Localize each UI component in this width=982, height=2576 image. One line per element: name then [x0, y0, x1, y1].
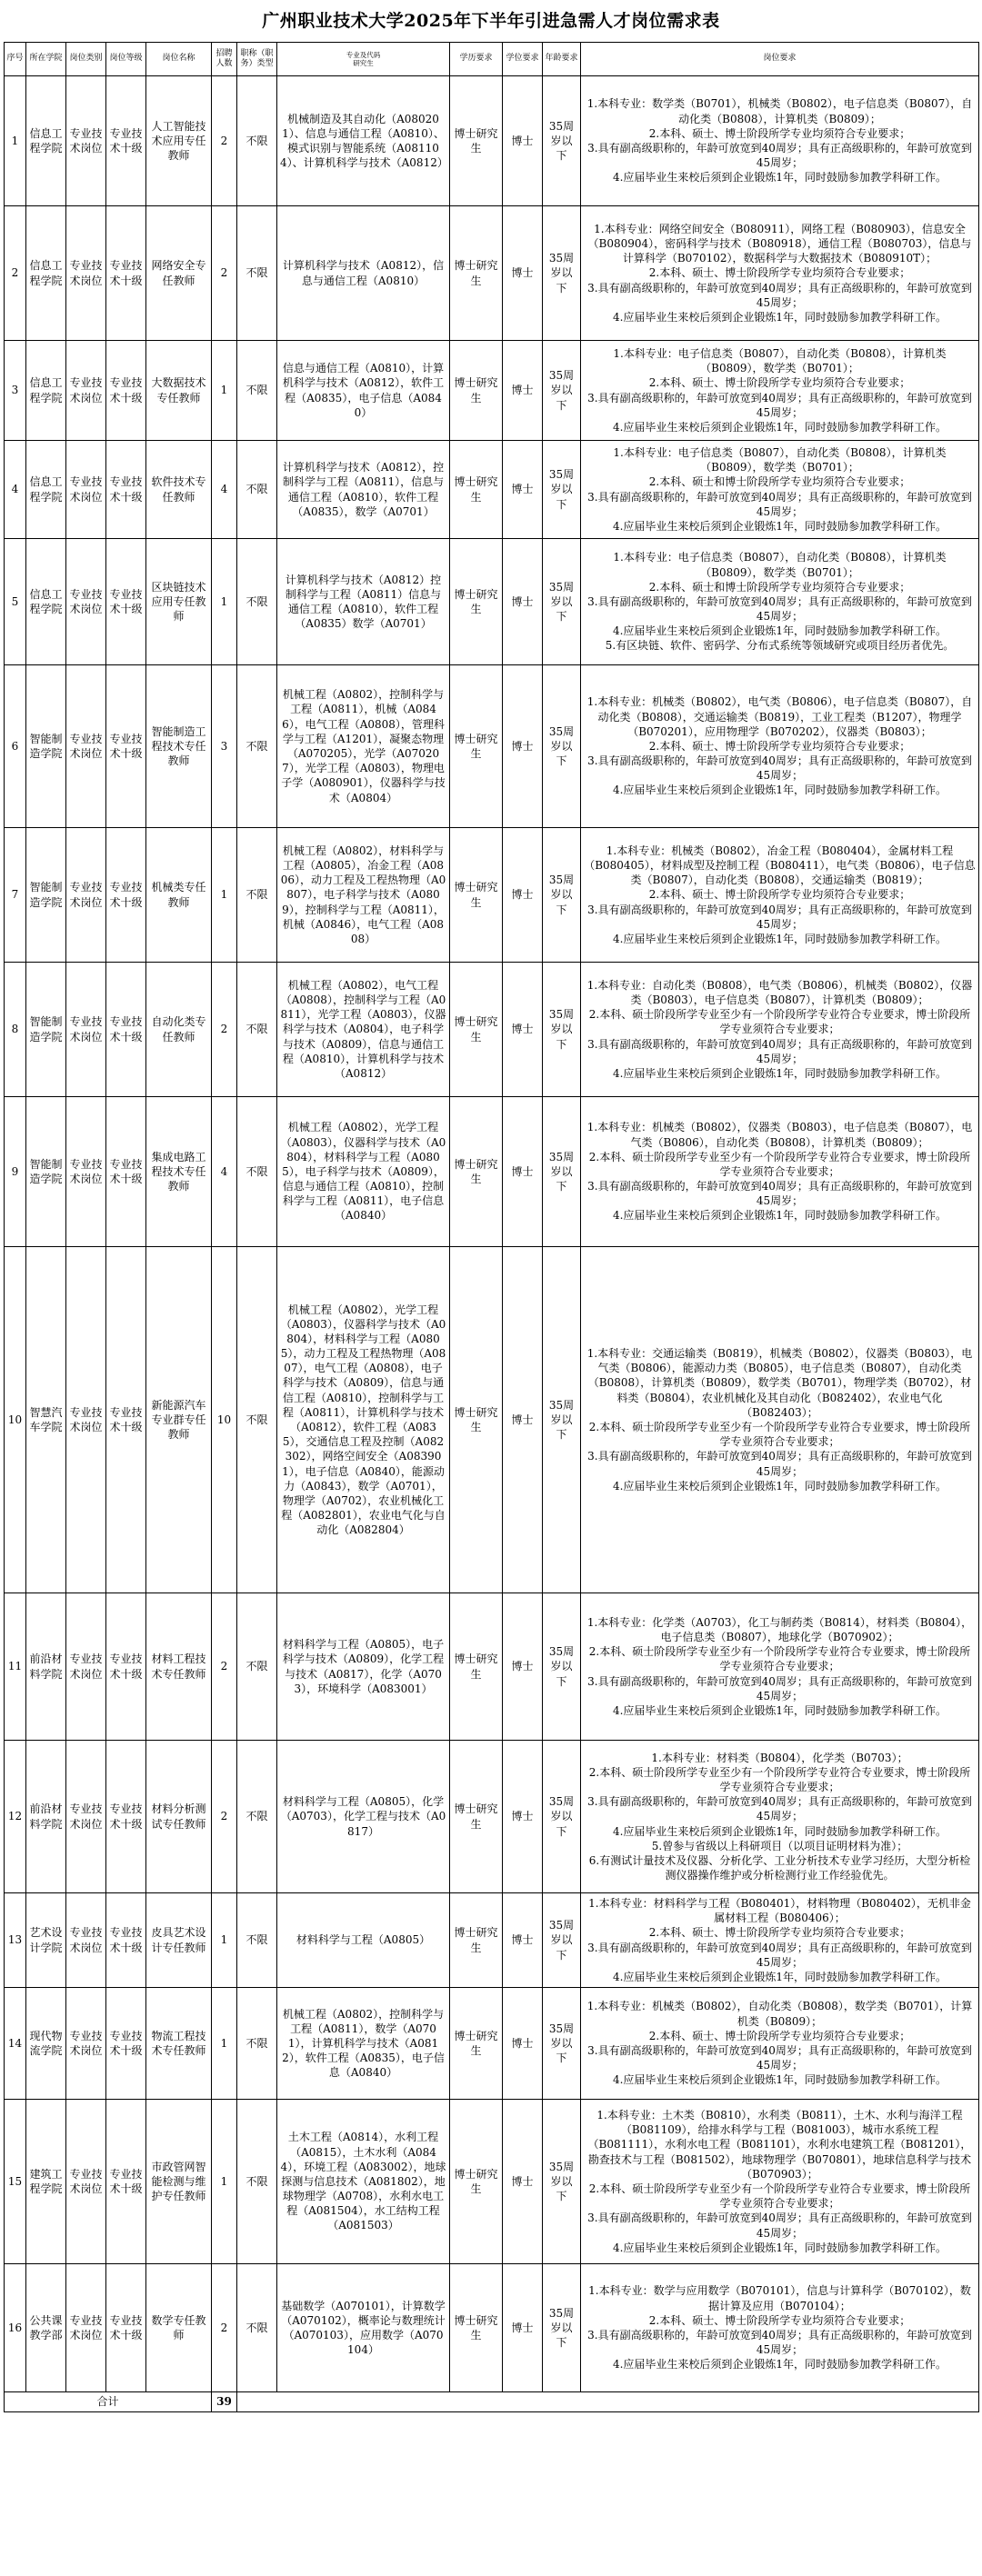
total-count: 39	[212, 2392, 237, 2412]
req-line: 2.本科、硕士、博士阶段所学专业均须符合专业要求；	[648, 126, 911, 140]
cell-category: 专业技术岗位	[66, 828, 106, 963]
header-age: 年龄要求	[543, 43, 581, 76]
table-row	[5, 963, 979, 1097]
cell-post: 新能源汽车专业群专任教师	[146, 1247, 212, 1593]
req-line: 4.应届毕业生来校后须到企业锻炼1年，同时鼓励参加教学科研工作。	[612, 1970, 947, 1983]
cell-major: 机械工程（A0802），光学工程（A0803），仪器科学与技术（A0804），材料科学与工程（A0805），动力工程及工程热物理（A0807），电气工程（A0808），电子科学与技术（A0809），信息与通信工程（A0810），控制科学与工程（A0811），计算机科学与技术（A0812），软件工程（A0835），交通信息工程及控制（A082302），网络空间安全（A083901），电子信息（A0840），能源动力（A0843），数学（A0701），物理学（A0702），农业机械化工程（A082801），农业电气化与自动化（A082804）	[277, 1247, 450, 1593]
cell-category: 专业技术岗位	[66, 1741, 106, 1893]
cell-req	[581, 76, 979, 206]
cell-level: 专业技术十级	[106, 1893, 146, 1988]
cell-degree: 博士	[503, 1988, 543, 2100]
req-line: 2.本科、硕士、博士阶段所学专业均须符合专业要求；	[648, 266, 911, 280]
cell-req	[581, 1741, 979, 1893]
req-line: 2.本科、硕士、博士阶段所学专业均须符合专业要求；	[648, 1926, 911, 1940]
cell-degree: 博士	[503, 206, 543, 341]
req-line: 3.具有副高级职称的，年龄可放宽到40周岁；具有正高级职称的，年龄可放宽到45周岁；	[587, 1941, 972, 1969]
cell-major: 材料科学与工程（A0805）	[277, 1893, 450, 1988]
req-line: 3.具有副高级职称的，年龄可放宽到40周岁；具有正高级职称的，年龄可放宽到45周岁；	[587, 1795, 972, 1823]
cell-age: 35周岁以下	[543, 1893, 581, 1988]
req-line: 2.本科、硕士阶段所学专业至少有一个阶段所学专业符合专业要求，博士阶段所学专业须符合专业要求；	[588, 1421, 971, 1449]
table-row	[5, 2100, 979, 2264]
cell-level: 专业技术十级	[106, 963, 146, 1097]
cell-edu: 博士研究生	[450, 828, 503, 963]
cell-post: 网络安全专任教师	[146, 206, 212, 341]
req-line: 1.本科专业：网络空间安全（B080911），网络工程（B080903），信息安全（B080904），密码科学与技术（B080918），通信工程（B080703），信息与计算科学（B070102），数据科学与大数据技术（B080910T）；	[587, 222, 972, 265]
header-row	[5, 43, 979, 76]
total-empty	[237, 2392, 979, 2412]
cell-degree: 博士	[503, 1593, 543, 1741]
req-line: 3.具有副高级职称的，年龄可放宽到40周岁；具有正高级职称的，年龄可放宽到45周岁；	[587, 142, 972, 170]
cell-type: 不限	[237, 963, 277, 1097]
header-type: 职称（职务）类型	[237, 43, 277, 76]
req-line: 4.应届毕业生来校后须到企业锻炼1年，同时鼓励参加教学科研工作。	[612, 1066, 947, 1080]
cell-age: 35周岁以下	[543, 665, 581, 828]
cell-edu: 博士研究生	[450, 2100, 503, 2264]
cell-degree: 博士	[503, 2100, 543, 2264]
cell-count: 1	[212, 1988, 237, 2100]
cell-type: 不限	[237, 828, 277, 963]
cell-major: 机械工程（A0802），电气工程（A0808），控制科学与工程（A0811），光学工程（A0803），仪器科学与技术（A0804），电子科学与技术（A0809），信息与通信工程（A0810），计算机科学与技术（A0812）	[277, 963, 450, 1097]
cell-req	[581, 963, 979, 1097]
cell-req	[581, 2264, 979, 2392]
cell-post: 数学专任教师	[146, 2264, 212, 2392]
cell-count: 1	[212, 828, 237, 963]
header-major-top: 专业及代码	[346, 51, 381, 59]
cell-type: 不限	[237, 665, 277, 828]
cell-type: 不限	[237, 2100, 277, 2264]
cell-major: 信息与通信工程（A0810），计算机科学与技术（A0812），软件工程（A0835），电子信息（A0840）	[277, 341, 450, 441]
req-line: 4.应届毕业生来校后须到企业锻炼1年，同时鼓励参加教学科研工作。	[612, 310, 947, 324]
cell-post: 材料工程技术专任教师	[146, 1593, 212, 1741]
cell-dept: 建筑工程学院	[26, 2100, 66, 2264]
cell-type: 不限	[237, 1247, 277, 1593]
req-line: 1.本科专业：材料科学与工程（B080401），材料物理（B080402），无机非金属材料工程（B080406）；	[588, 1896, 971, 1925]
cell-level: 专业技术十级	[106, 441, 146, 539]
cell-dept: 前沿材料学院	[26, 1593, 66, 1741]
cell-category: 专业技术岗位	[66, 1893, 106, 1988]
cell-edu: 博士研究生	[450, 76, 503, 206]
req-line: 4.应届毕业生来校后须到企业锻炼1年，同时鼓励参加教学科研工作。	[612, 1703, 947, 1717]
req-line: 4.应届毕业生来校后须到企业锻炼1年，同时鼓励参加教学科研工作。	[612, 2241, 947, 2254]
cell-type: 不限	[237, 539, 277, 665]
cell-edu: 博士研究生	[450, 206, 503, 341]
cell-count: 10	[212, 1247, 237, 1593]
cell-category: 专业技术岗位	[66, 441, 106, 539]
cell-type: 不限	[237, 1593, 277, 1741]
cell-edu: 博士研究生	[450, 441, 503, 539]
cell-category: 专业技术岗位	[66, 341, 106, 441]
cell-age: 35周岁以下	[543, 539, 581, 665]
header-count: 招聘人数	[212, 43, 237, 76]
cell-major: 机械工程（A0802），光学工程（A0803），仪器科学与技术（A0804），材料科学与工程（A0805），电子科学与技术（A0809），信息与通信工程（A0810），控制科学与工程（A0811），电子信息（A0840）	[277, 1097, 450, 1247]
req-line: 4.应届毕业生来校后须到企业锻炼1年，同时鼓励参加教学科研工作。	[612, 2358, 947, 2371]
req-line: 3.具有副高级职称的，年龄可放宽到40周岁；具有正高级职称的，年龄可放宽到45周岁；	[587, 1450, 972, 1478]
cell-req	[581, 2100, 979, 2264]
req-line: 3.具有副高级职称的，年龄可放宽到40周岁；具有正高级职称的，年龄可放宽到45周岁；	[587, 1037, 972, 1065]
cell-count: 1	[212, 539, 237, 665]
cell-dept: 信息工程学院	[26, 76, 66, 206]
cell-level: 专业技术十级	[106, 828, 146, 963]
table-row	[5, 1247, 979, 1593]
cell-count: 2	[212, 76, 237, 206]
cell-no: 10	[5, 1247, 26, 1593]
cell-age: 35周岁以下	[543, 441, 581, 539]
cell-no: 2	[5, 206, 26, 341]
cell-post: 皮具艺术设计专任教师	[146, 1893, 212, 1988]
req-line: 1.本科专业：机械类（B0802），自动化类（B0808），数学类（B0701），计算机类（B0809）；	[586, 2000, 973, 2028]
cell-post: 智能制造工程技术专任教师	[146, 665, 212, 828]
cell-post: 物流工程技术专任教师	[146, 1988, 212, 2100]
header-post: 岗位名称	[146, 43, 212, 76]
cell-type: 不限	[237, 76, 277, 206]
header-major	[277, 43, 450, 76]
header-degree: 学位要求	[503, 43, 543, 76]
cell-age: 35周岁以下	[543, 1247, 581, 1593]
cell-category: 专业技术岗位	[66, 1247, 106, 1593]
table-row	[5, 1741, 979, 1893]
cell-count: 1	[212, 1893, 237, 1988]
cell-major: 基础数学（A070101），计算数学（A070102），概率论与数理统计（A070103），应用数学（A070104）	[277, 2264, 450, 2392]
cell-edu: 博士研究生	[450, 539, 503, 665]
req-line: 2.本科、硕士阶段所学专业至少有一个阶段所学专业符合专业要求，博士阶段所学专业须符合专业要求；	[588, 1150, 971, 1178]
cell-edu: 博士研究生	[450, 341, 503, 441]
cell-type: 不限	[237, 1988, 277, 2100]
document-title: 广州职业技术大学2025年下半年引进急需人才岗位需求表	[262, 11, 720, 31]
table-row	[5, 2264, 979, 2392]
cell-type: 不限	[237, 441, 277, 539]
cell-type: 不限	[237, 2264, 277, 2392]
cell-level: 专业技术十级	[106, 76, 146, 206]
cell-req	[581, 206, 979, 341]
cell-major: 机械工程（A0802），控制科学与工程（A0811），数学（A0701），计算机科学与技术（A0812），软件工程（A0835），电子信息（A0840）	[277, 1988, 450, 2100]
cell-req	[581, 539, 979, 665]
req-line: 4.应届毕业生来校后须到企业锻炼1年，同时鼓励参加教学科研工作。	[612, 519, 947, 533]
cell-post: 软件技术专任教师	[146, 441, 212, 539]
header-edu: 学历要求	[450, 43, 503, 76]
cell-age: 35周岁以下	[543, 1097, 581, 1247]
cell-category: 专业技术岗位	[66, 539, 106, 665]
cell-category: 专业技术岗位	[66, 206, 106, 341]
cell-category: 专业技术岗位	[66, 2100, 106, 2264]
cell-degree: 博士	[503, 341, 543, 441]
cell-no: 14	[5, 1988, 26, 2100]
req-line: 2.本科、硕士阶段所学专业至少有一个阶段所学专业符合专业要求，博士阶段所学专业须符合专业要求；	[588, 1765, 971, 1794]
table-row	[5, 76, 979, 206]
header-level: 岗位等级	[106, 43, 146, 76]
cell-count: 4	[212, 441, 237, 539]
cell-req	[581, 828, 979, 963]
cell-level: 专业技术十级	[106, 1741, 146, 1893]
req-line: 1.本科专业：机械类（B0802），仪器类（B0803），电子信息类（B0807），电气类（B0806），自动化类（B0808），计算机类（B0809）；	[586, 1121, 973, 1149]
req-line: 3.具有副高级职称的，年龄可放宽到40周岁；具有正高级职称的，年龄可放宽到45周岁；	[587, 490, 972, 518]
req-line: 1.本科专业：交通运输类（B0819），机械类（B0802），仪器类（B0803），电气类（B0806），能源动力类（B0805），电子信息类（B0807），自动化类（B0808），计算机类（B0809），数学类（B0701），物理学类（B0702），材料类（B0804），农业机械化及其自动化（B082402），农业电气化（B082403）；	[586, 1347, 973, 1419]
req-line: 2.本科、硕士、博士阶段所学专业均须符合专业要求；	[648, 376, 911, 390]
req-line: 1.本科专业：电子信息类（B0807），自动化类（B0808），计算机类（B0809），数学类（B0701）；	[613, 445, 947, 474]
cell-edu: 博士研究生	[450, 1741, 503, 1893]
cell-level: 专业技术十级	[106, 206, 146, 341]
cell-edu: 博士研究生	[450, 1247, 503, 1593]
cell-dept: 信息工程学院	[26, 341, 66, 441]
cell-edu: 博士研究生	[450, 1893, 503, 1988]
cell-post: 市政管网智能检测与维护专任教师	[146, 2100, 212, 2264]
cell-no: 6	[5, 665, 26, 828]
req-line: 2.本科、硕士阶段所学专业至少有一个阶段所学专业符合专业要求，博士阶段所学专业须符合专业要求；	[588, 2182, 971, 2211]
cell-major: 机械工程（A0802），材料科学与工程（A0805），冶金工程（A0806），动力工程及工程热物理（A0807），电子科学与技术（A0809），控制科学与工程（A0811），机械（A0846），电气工程（A0808）	[277, 828, 450, 963]
cell-age: 35周岁以下	[543, 76, 581, 206]
cell-level: 专业技术十级	[106, 1247, 146, 1593]
cell-dept: 前沿材料学院	[26, 1741, 66, 1893]
cell-type: 不限	[237, 1893, 277, 1988]
cell-category: 专业技术岗位	[66, 1988, 106, 2100]
cell-edu: 博士研究生	[450, 963, 503, 1097]
req-line: 2.本科、硕士、博士阶段所学专业均须符合专业要求；	[648, 739, 911, 753]
cell-degree: 博士	[503, 1097, 543, 1247]
cell-type: 不限	[237, 1097, 277, 1247]
cell-no: 8	[5, 963, 26, 1097]
table-body	[5, 76, 979, 2392]
header-major-sub: 研究生	[353, 59, 374, 67]
cell-degree: 博士	[503, 963, 543, 1097]
cell-count: 2	[212, 1741, 237, 1893]
req-line: 1.本科专业：电子信息类（B0807），自动化类（B0808），计算机类（B0809），数学类（B0701）；	[613, 551, 947, 579]
cell-major: 机械制造及其自动化（A080201）、信息与通信工程（A0810）、模式识别与智能系统（A081104）、计算机科学与技术（A0812）	[277, 76, 450, 206]
cell-degree: 博士	[503, 1893, 543, 1988]
req-line: 1.本科专业：机械类（B0802），电气类（B0806），电子信息类（B0807），自动化类（B0808），交通运输类（B0819），工业工程类（B1207），物理学（B070201），应用物理学（B070202），仪器类（B0803）；	[586, 695, 973, 738]
req-line: 4.应届毕业生来校后须到企业锻炼1年，同时鼓励参加教学科研工作。	[612, 784, 947, 797]
cell-edu: 博士研究生	[450, 665, 503, 828]
cell-type: 不限	[237, 1741, 277, 1893]
req-line: 3.具有副高级职称的，年龄可放宽到40周岁；具有正高级职称的，年龄可放宽到45周岁；	[587, 1674, 972, 1702]
cell-dept: 智能制造学院	[26, 963, 66, 1097]
cell-count: 4	[212, 1097, 237, 1247]
cell-req	[581, 1593, 979, 1741]
cell-type: 不限	[237, 206, 277, 341]
table-row	[5, 1893, 979, 1988]
cell-age: 35周岁以下	[543, 341, 581, 441]
cell-major: 计算机科学与技术（A0812），控制科学与工程（A0811），信息与通信工程（A0810），软件工程（A0835），数学（A0701）	[277, 441, 450, 539]
req-line: 3.具有副高级职称的，年龄可放宽到40周岁；具有正高级职称的，年龄可放宽到45周岁；	[587, 1180, 972, 1208]
req-line: 1.本科专业：数学类（B0701），机械类（B0802），电子信息类（B0807），自动化类（B0808），计算机类（B0809）；	[586, 97, 973, 125]
cell-count: 1	[212, 341, 237, 441]
cell-no: 13	[5, 1893, 26, 1988]
cell-dept: 智能制造学院	[26, 1097, 66, 1247]
cell-post: 集成电路工程技术专任教师	[146, 1097, 212, 1247]
req-line: 2.本科、硕士、博士阶段所学专业均须符合专业要求；	[648, 888, 911, 902]
cell-edu: 博士研究生	[450, 1593, 503, 1741]
req-line: 2.本科、硕士和博士阶段所学专业均须符合专业要求；	[648, 475, 911, 489]
cell-degree: 博士	[503, 828, 543, 963]
cell-req	[581, 341, 979, 441]
req-line: 1.本科专业：自动化类（B0808），电气类（B0806），机械类（B0802），仪器类（B0803），电子信息类（B0807），计算机类（B0809）；	[586, 978, 973, 1007]
cell-req	[581, 1097, 979, 1247]
table-row	[5, 539, 979, 665]
cell-degree: 博士	[503, 539, 543, 665]
req-line: 5.曾参与省级以上科研项目（以项目证明材料为准）；	[651, 1839, 908, 1852]
req-line: 4.应届毕业生来校后须到企业锻炼1年，同时鼓励参加教学科研工作。	[612, 1479, 947, 1493]
table-row	[5, 665, 979, 828]
cell-major: 土木工程（A0814），水利工程（A0815），土木水利（A0844），环境工程（A083002），地球探测与信息技术（A081802），地球物理学（A0708），水利水电工程（A081504），水工结构工程（A081503）	[277, 2100, 450, 2264]
cell-degree: 博士	[503, 441, 543, 539]
cell-level: 专业技术十级	[106, 2100, 146, 2264]
cell-level: 专业技术十级	[106, 1593, 146, 1741]
req-line: 4.应届毕业生来校后须到企业锻炼1年，同时鼓励参加教学科研工作。	[612, 624, 947, 638]
cell-category: 专业技术岗位	[66, 665, 106, 828]
cell-dept: 信息工程学院	[26, 441, 66, 539]
cell-category: 专业技术岗位	[66, 1593, 106, 1741]
cell-degree: 博士	[503, 76, 543, 206]
req-line: 3.具有副高级职称的，年龄可放宽到40周岁；具有正高级职称的，年龄可放宽到45周岁；	[587, 903, 972, 931]
req-line: 3.具有副高级职称的，年龄可放宽到40周岁；具有正高级职称的，年龄可放宽到45周岁；	[587, 2044, 972, 2072]
cell-degree: 博士	[503, 665, 543, 828]
cell-no: 7	[5, 828, 26, 963]
cell-level: 专业技术十级	[106, 1988, 146, 2100]
cell-no: 1	[5, 76, 26, 206]
req-line: 4.应届毕业生来校后须到企业锻炼1年，同时鼓励参加教学科研工作。	[612, 1824, 947, 1838]
req-line: 3.具有副高级职称的，年龄可放宽到40周岁；具有正高级职称的，年龄可放宽到45周岁；	[587, 2329, 972, 2357]
cell-major: 材料科学与工程（A0805），化学（A0703），化学工程与技术（A0817）	[277, 1741, 450, 1893]
req-line: 1.本科专业：化学类（A0703），化工与制药类（B0814），材料类（B0804），电子信息类（B0807），地球化学（B070902）；	[586, 1615, 973, 1644]
cell-category: 专业技术岗位	[66, 963, 106, 1097]
total-row	[5, 2392, 979, 2412]
cell-req	[581, 1247, 979, 1593]
req-line: 6.有测试计量技术及仪器、分析化学、工业分析技术专业学习经历，大型分析检测仪器操作维护或分析检测行业工作经验优先。	[588, 1853, 971, 1882]
cell-degree: 博士	[503, 1247, 543, 1593]
cell-post: 大数据技术专任教师	[146, 341, 212, 441]
table-row	[5, 1593, 979, 1741]
req-line: 1.本科专业：材料类（B0804），化学类（B0703）；	[651, 1751, 908, 1764]
cell-age: 35周岁以下	[543, 828, 581, 963]
req-line: 3.具有副高级职称的，年龄可放宽到40周岁；具有正高级职称的，年龄可放宽到45周岁；	[587, 2212, 972, 2240]
cell-category: 专业技术岗位	[66, 76, 106, 206]
cell-req	[581, 1893, 979, 1988]
req-line: 2.本科、硕士阶段所学专业至少有一个阶段所学专业符合专业要求，博士阶段所学专业须符合专业要求；	[588, 1008, 971, 1036]
cell-count: 1	[212, 2100, 237, 2264]
req-line: 1.本科专业：土木类（B0810），水利类（B0811），土木、水利与海洋工程（B081109），给排水科学与工程（B081003），城市水系统工程（B081111），水利水电工程（B081101），水利水电建筑工程（B081201），勘查技术与工程（B081502），地球物理学（B070801），地球信息科学与技术（B070903）；	[587, 2109, 972, 2181]
table-row	[5, 341, 979, 441]
cell-major: 机械工程（A0802），控制科学与工程（A0811），机械（A0846），电气工程（A0808），管理科学与工程（A1201），凝聚态物理（A070205），光学（A070207），光学工程（A0803），物理电子学（A080901），仪器科学与技术（A0804）	[277, 665, 450, 828]
header-no: 序号	[5, 43, 26, 76]
table-row	[5, 206, 979, 341]
cell-post: 自动化类专任教师	[146, 963, 212, 1097]
cell-dept: 艺术设计学院	[26, 1893, 66, 1988]
req-line: 4.应届毕业生来校后须到企业锻炼1年，同时鼓励参加教学科研工作。	[612, 420, 947, 434]
cell-count: 2	[212, 2264, 237, 2392]
table-row	[5, 828, 979, 963]
req-line: 5.有区块链、软件、密码学、分布式系统等领域研究或项目经历者优先。	[605, 639, 955, 653]
cell-age: 35周岁以下	[543, 2100, 581, 2264]
cell-no: 5	[5, 539, 26, 665]
cell-age: 35周岁以下	[543, 1988, 581, 2100]
cell-level: 专业技术十级	[106, 1097, 146, 1247]
recruitment-table	[4, 42, 979, 2412]
cell-post: 人工智能技术应用专任教师	[146, 76, 212, 206]
req-line: 1.本科专业：数学与应用数学（B070101），信息与计算科学（B070102），数据计算及应用（B070104）；	[588, 2284, 971, 2312]
req-line: 3.具有副高级职称的，年龄可放宽到40周岁；具有正高级职称的，年龄可放宽到45周岁；	[587, 281, 972, 309]
table-row	[5, 1097, 979, 1247]
total-label: 合计	[5, 2392, 212, 2412]
cell-major: 计算机科学与技术（A0812），信息与通信工程（A0810）	[277, 206, 450, 341]
cell-category: 专业技术岗位	[66, 1097, 106, 1247]
cell-post: 机械类专任教师	[146, 828, 212, 963]
cell-edu: 博士研究生	[450, 1988, 503, 2100]
cell-dept: 信息工程学院	[26, 206, 66, 341]
header-req: 岗位要求	[581, 43, 979, 76]
cell-level: 专业技术十级	[106, 341, 146, 441]
cell-no: 3	[5, 341, 26, 441]
cell-age: 35周岁以下	[543, 963, 581, 1097]
cell-no: 15	[5, 2100, 26, 2264]
cell-age: 35周岁以下	[543, 1593, 581, 1741]
cell-dept: 智慧汽车学院	[26, 1247, 66, 1593]
header-category: 岗位类别	[66, 43, 106, 76]
cell-req	[581, 665, 979, 828]
cell-age: 35周岁以下	[543, 1741, 581, 1893]
req-line: 4.应届毕业生来校后须到企业锻炼1年，同时鼓励参加教学科研工作。	[612, 171, 947, 185]
cell-age: 35周岁以下	[543, 2264, 581, 2392]
cell-count: 2	[212, 963, 237, 1097]
cell-post: 材料分析测试专任教师	[146, 1741, 212, 1893]
req-line: 2.本科、硕士、博士阶段所学专业均须符合专业要求；	[648, 2029, 911, 2042]
cell-degree: 博士	[503, 1741, 543, 1893]
cell-age: 35周岁以下	[543, 206, 581, 341]
cell-count: 3	[212, 665, 237, 828]
req-line: 3.具有副高级职称的，年龄可放宽到40周岁；具有正高级职称的，年龄可放宽到45周岁；	[587, 754, 972, 783]
req-line: 3.具有副高级职称的，年龄可放宽到40周岁；具有正高级职称的，年龄可放宽到45周岁；	[587, 391, 972, 419]
cell-level: 专业技术十级	[106, 2264, 146, 2392]
req-line: 3.具有副高级职称的，年龄可放宽到40周岁；具有正高级职称的，年龄可放宽到45周岁；	[587, 594, 972, 624]
cell-edu: 博士研究生	[450, 1097, 503, 1247]
cell-dept: 现代物流学院	[26, 1988, 66, 2100]
cell-count: 2	[212, 206, 237, 341]
req-line: 2.本科、硕士、博士阶段所学专业均须符合专业要求；	[648, 2313, 911, 2327]
cell-count: 2	[212, 1593, 237, 1741]
header-dept: 所在学院	[26, 43, 66, 76]
cell-no: 16	[5, 2264, 26, 2392]
cell-no: 4	[5, 441, 26, 539]
cell-major: 计算机科学与技术（A0812）控制科学与工程（A0811）信息与通信工程（A0810），软件工程（A0835）数学（A0701）	[277, 539, 450, 665]
req-line: 1.本科专业：电子信息类（B0807），自动化类（B0808），计算机类（B0809），数学类（B0701）；	[613, 346, 947, 375]
cell-no: 11	[5, 1593, 26, 1741]
cell-req	[581, 441, 979, 539]
cell-level: 专业技术十级	[106, 539, 146, 665]
req-line: 4.应届毕业生来校后须到企业锻炼1年，同时鼓励参加教学科研工作。	[612, 1209, 947, 1223]
req-line: 4.应届毕业生来校后须到企业锻炼1年，同时鼓励参加教学科研工作。	[612, 2073, 947, 2087]
cell-dept: 智能制造学院	[26, 665, 66, 828]
cell-req	[581, 1988, 979, 2100]
req-line: 2.本科、硕士和博士阶段所学专业均须符合专业要求；	[648, 580, 911, 594]
table-row	[5, 441, 979, 539]
cell-no: 12	[5, 1741, 26, 1893]
req-line: 2.本科、硕士阶段所学专业至少有一个阶段所学专业符合专业要求，博士阶段所学专业须符合专业要求；	[588, 1645, 971, 1673]
cell-major: 材料科学与工程（A0805），电子科学与技术（A0809），化学工程与技术（A0817），化学（A0703），环境科学（A083001）	[277, 1593, 450, 1741]
cell-dept: 公共课教学部	[26, 2264, 66, 2392]
cell-degree: 博士	[503, 2264, 543, 2392]
cell-category: 专业技术岗位	[66, 2264, 106, 2392]
cell-no: 9	[5, 1097, 26, 1247]
req-line: 1.本科专业：机械类（B0802），冶金工程（B080404），金属材料工程（B080405），材料成型及控制工程（B080411），电气类（B0806），电子信息类（B0807），自动化类（B0808），交通运输类（B0819）；	[584, 844, 976, 887]
cell-dept: 信息工程学院	[26, 539, 66, 665]
cell-post: 区块链技术应用专任教师	[146, 539, 212, 665]
table-row	[5, 1988, 979, 2100]
cell-edu: 博士研究生	[450, 2264, 503, 2392]
cell-level: 专业技术十级	[106, 665, 146, 828]
cell-dept: 智能制造学院	[26, 828, 66, 963]
cell-type: 不限	[237, 341, 277, 441]
req-line: 4.应届毕业生来校后须到企业锻炼1年，同时鼓励参加教学科研工作。	[612, 932, 947, 945]
